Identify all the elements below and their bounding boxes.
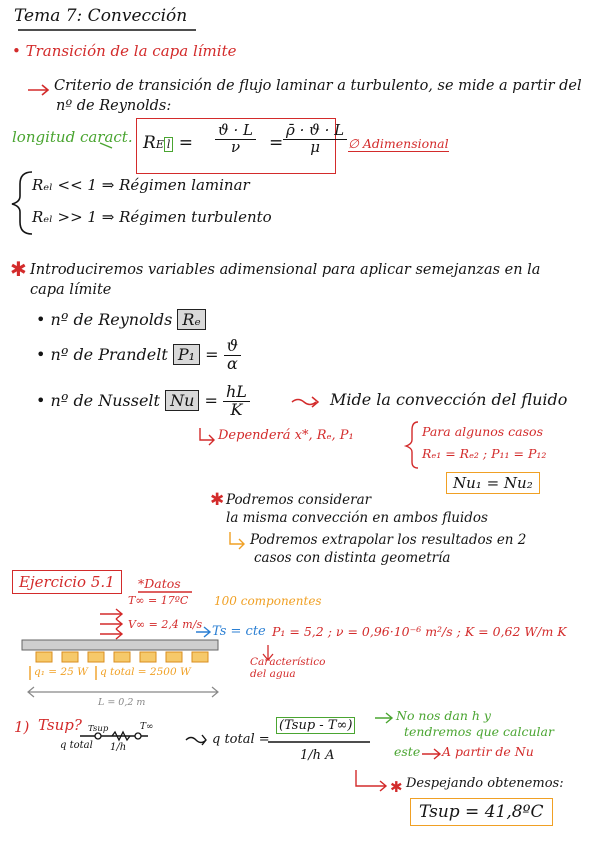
page-title: Tema 7: Convección <box>14 6 188 26</box>
equation-denominator: 1/h A <box>300 748 335 763</box>
longitud-caracteristica-label: longitud caract. <box>12 128 133 146</box>
criterio-text-line1: Criterio de transición de flujo laminar a turbulento, se mide a partir del <box>54 78 582 94</box>
componentes-text: 100 componentes <box>214 594 322 608</box>
reynolds-fraction-1: $\frac{ϑ \cdot L}{\nu}$ <box>215 123 256 156</box>
no-nos-dan-line3: este <box>394 744 421 759</box>
circuit-tsup: Tsup <box>88 724 109 734</box>
igualdades-text: Rₑ₁ = Rₑ₂ ; P₁₁ = P₁₂ <box>422 446 547 461</box>
q1-label: q₁ = 25 W <box>34 666 88 678</box>
reynolds-item: • nº de Reynolds Rₑ <box>36 310 206 329</box>
v-infinito: V∞ = 2,4 m/s <box>128 618 203 631</box>
nusselt-description: Mide la convección del fluido <box>330 390 568 409</box>
reynolds-fraction-2: $\frac{\rhō \cdot ϑ \cdot L}{\mu}$ <box>283 123 347 156</box>
tsup-question: Tsup? <box>38 716 82 734</box>
regimen-turbulento: Rₑₗ >> 1 ⇒ Régimen turbulento <box>32 208 272 226</box>
nu-equal-box: Nu₁ = Nu₂ <box>446 472 540 494</box>
reynolds-eq-2: = <box>269 133 284 153</box>
extrapolar-line1: Podremos extrapolar los resultados en 2 <box>250 532 527 548</box>
no-nos-dan-line2: tendremos que calcular <box>404 724 554 739</box>
circuit-qtotal: q total <box>60 740 93 751</box>
regimen-laminar: Rₑₗ << 1 ⇒ Régimen laminar <box>32 176 250 194</box>
equation-lhs: q total = <box>212 732 270 747</box>
svg-text:✱: ✱ <box>10 257 27 281</box>
ts-cte: Ts = cte <box>212 624 266 639</box>
algunos-casos-text: Para algunos casos <box>422 424 543 439</box>
dependera-text: Dependerá x*, Rₑ, P₁ <box>218 428 354 443</box>
prandelt-symbol-box: P₁ <box>173 344 200 365</box>
a-partir-nu: A partir de Nu <box>442 744 534 759</box>
section-heading-transicion: • Transición de la capa límite <box>12 42 237 60</box>
circuit-resistance: 1/h <box>110 742 127 753</box>
circuit-tinf: T∞ <box>140 722 154 732</box>
extrapolar-line2: casos con distinta geometría <box>254 550 451 566</box>
nusselt-symbol-box: Nu <box>165 390 199 411</box>
svg-text:✱: ✱ <box>390 778 403 796</box>
considerar-line1: Podremos considerar <box>226 492 372 508</box>
svg-text:✱: ✱ <box>210 490 225 510</box>
ejercicio-title: Ejercicio 5.1 <box>12 570 122 594</box>
length-label: L = 0,2 m <box>98 697 146 708</box>
variables-adimensionales-line2: capa límite <box>30 282 112 298</box>
reynolds-lhs: RE l = <box>143 133 194 153</box>
considerar-line2: la misma convección en ambos fluidos <box>226 510 488 526</box>
caracteristico-line2: del agua <box>250 668 296 680</box>
equation-numerator: (Tsup - T∞) <box>276 718 355 733</box>
nusselt-item: • nº de Nusselt Nu = $\frac{hL}{K}$ <box>36 384 250 419</box>
question-number: 1) <box>14 718 30 736</box>
variables-adimensionales-line1: Introduciremos variables adimensional para aplicar semejanzas en la <box>30 262 541 278</box>
t-infinito: T∞ = 17ºC <box>128 594 189 607</box>
reynolds-formula-box <box>136 118 345 174</box>
criterio-text-line2: nº de Reynolds: <box>56 98 172 114</box>
datos-label: *Datos <box>138 576 181 591</box>
qtotal-label: q total = 2500 W <box>100 666 191 678</box>
reynolds-symbol-box: Rₑ <box>177 309 205 330</box>
caracteristico-line1: Característico <box>250 656 326 668</box>
result-box: Tsup = 41,8ºC <box>410 798 553 826</box>
despejando-text: Despejando obtenemos: <box>406 776 564 791</box>
no-nos-dan-line1: No nos dan h y <box>396 708 491 723</box>
prandelt-item: • nº de Prandelt P₁ = $\frac{ϑ}{\alpha}$ <box>36 338 241 373</box>
adimensional-note: ∅ Adimensional <box>348 136 449 151</box>
propiedades-agua: P₁ = 5,2 ; ν = 0,96·10⁻⁶ m²/s ; K = 0,62 W/m K <box>272 624 567 639</box>
